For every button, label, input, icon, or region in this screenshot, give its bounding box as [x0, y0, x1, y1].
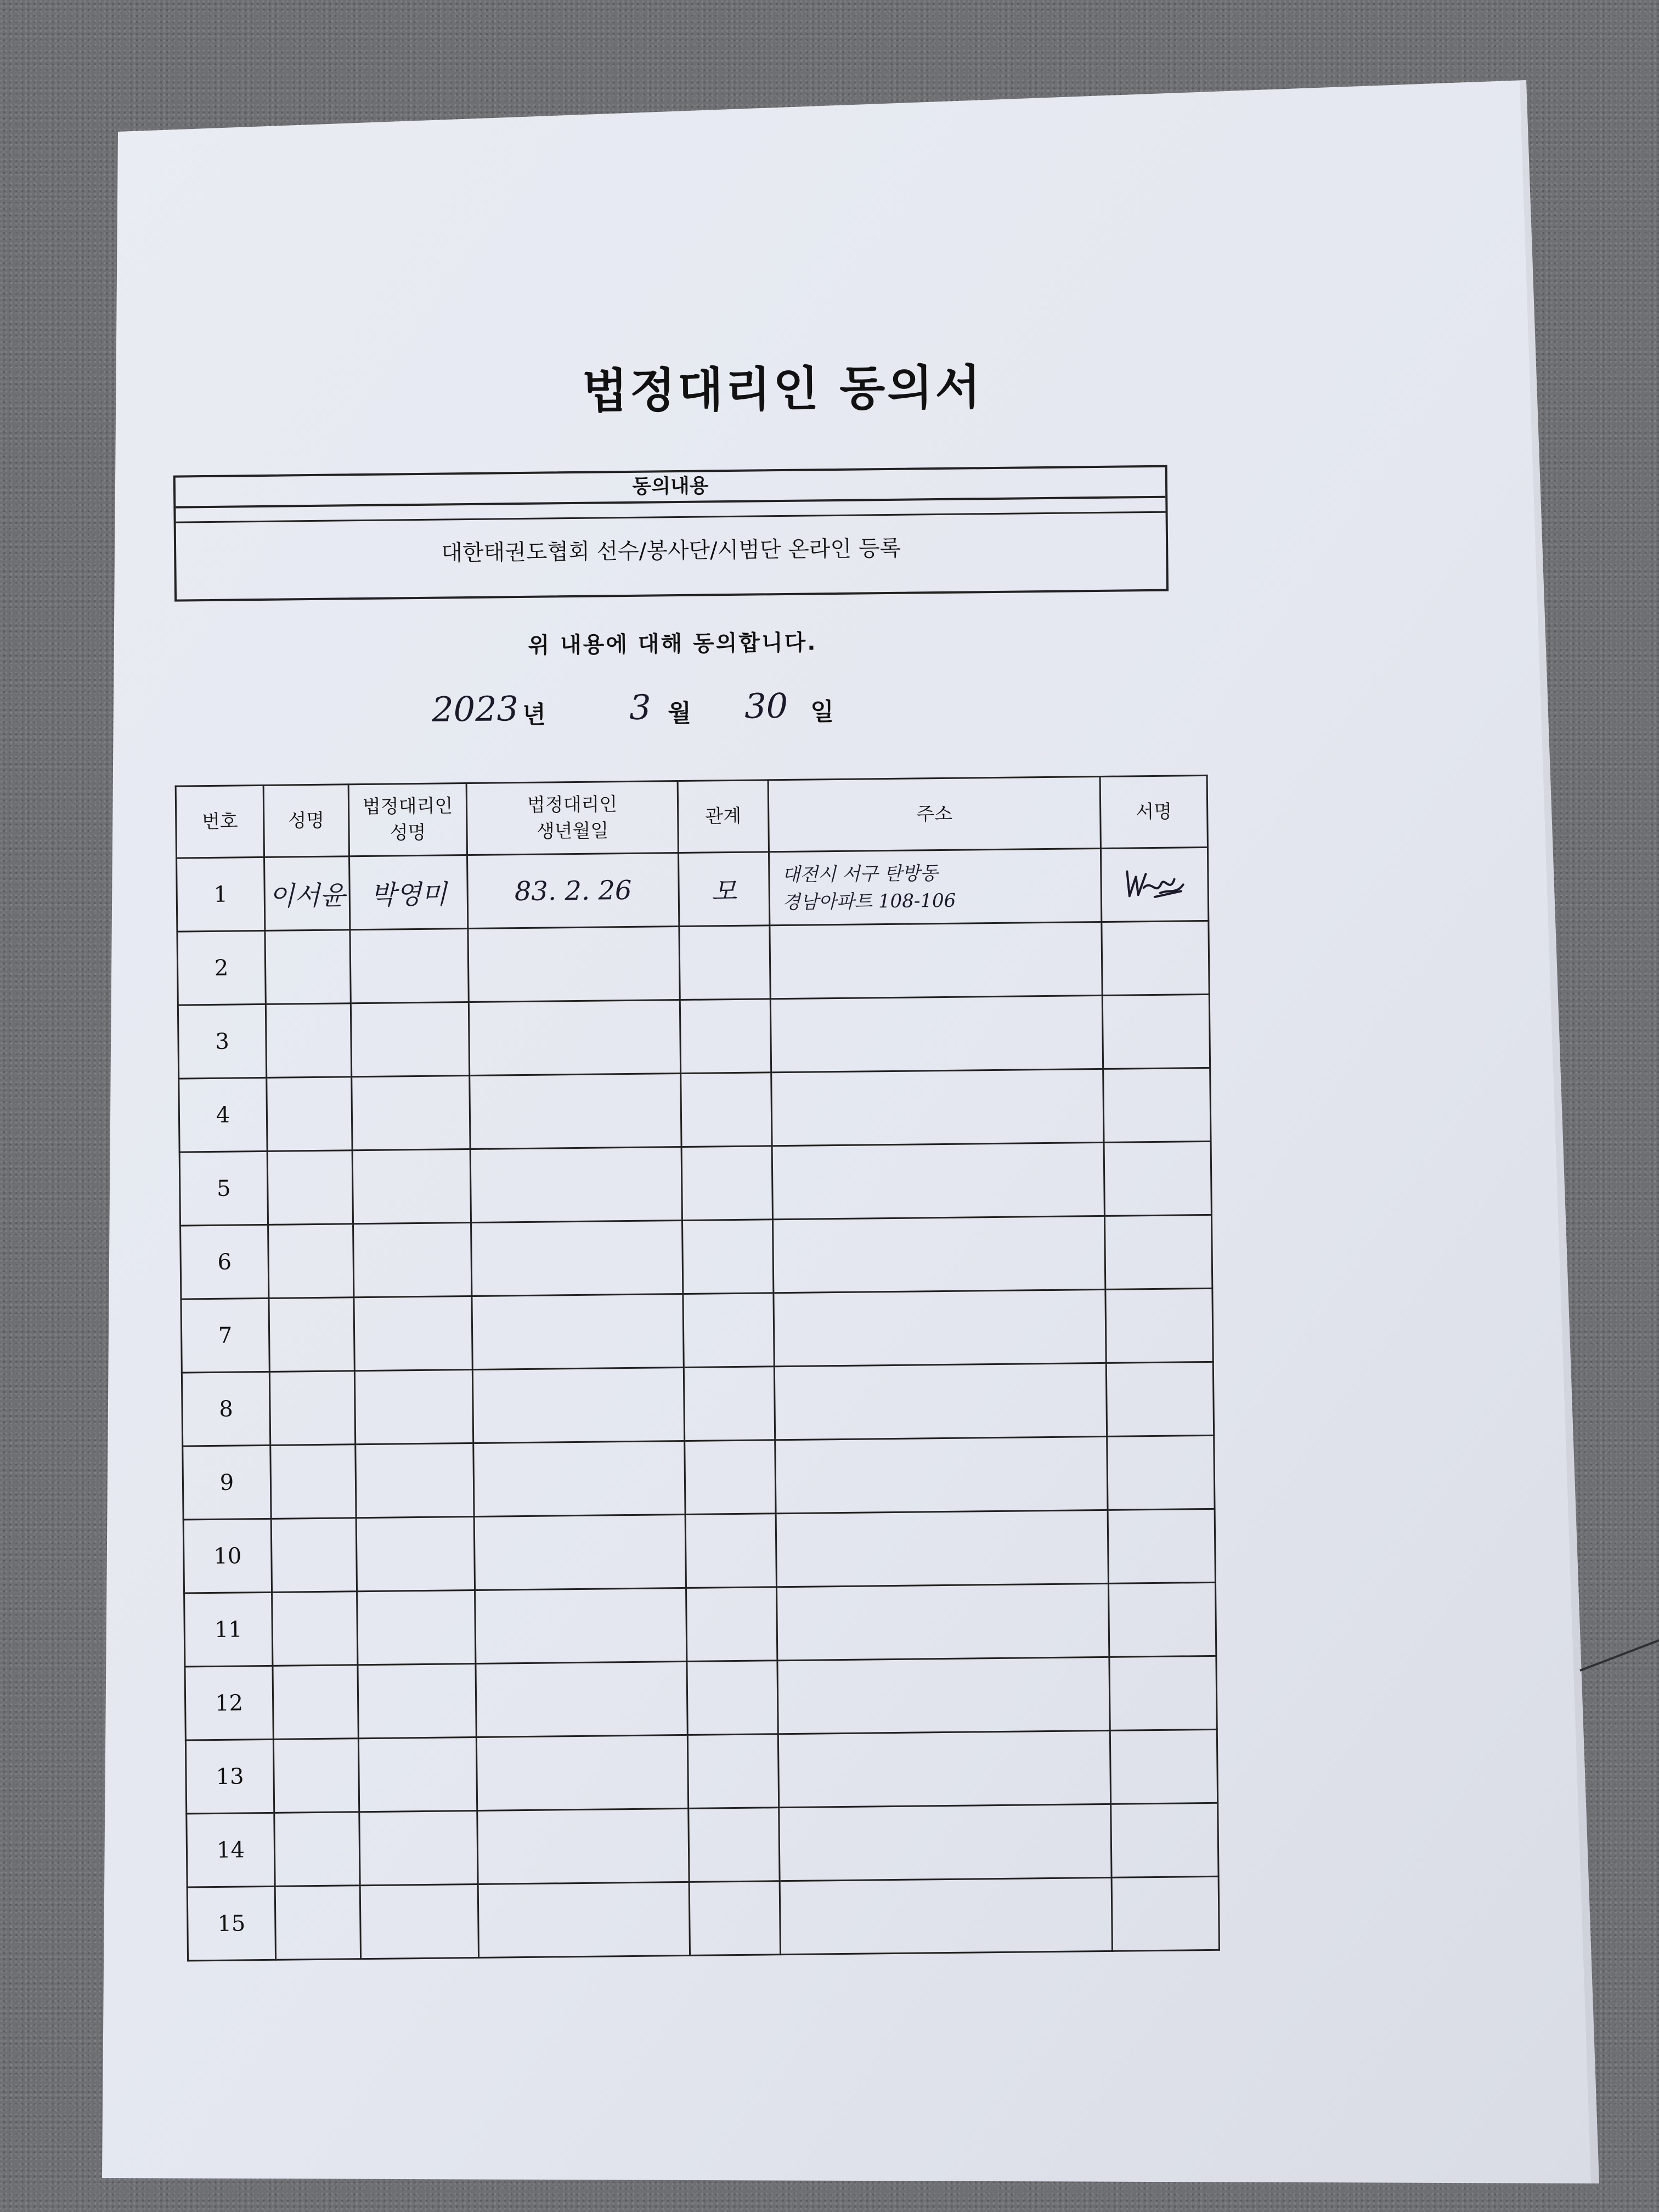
- cell-name: 이서윤: [264, 856, 350, 931]
- header-guardian-name: 법정대리인 성명: [348, 783, 467, 856]
- cell-guardian-name: [350, 929, 469, 1003]
- cell-address: [779, 1804, 1111, 1881]
- cell-guardian-birth: [477, 1808, 689, 1884]
- cell-address: [774, 1289, 1106, 1366]
- cell-number: 13: [185, 1739, 274, 1814]
- table-row: [177, 921, 1209, 1005]
- date-year-unit: 년: [522, 701, 546, 729]
- cell-address: [769, 848, 1101, 925]
- cell-signature: [1111, 1876, 1219, 1951]
- cell-name: [274, 1812, 360, 1887]
- consent-content-box: [173, 465, 1169, 602]
- header-relation: 관계: [678, 780, 769, 853]
- cell-address: [770, 922, 1102, 998]
- cell-address: [777, 1583, 1109, 1660]
- cell-signature: [1107, 1435, 1215, 1510]
- cell-relation: [681, 1146, 772, 1221]
- cell-guardian-birth: [470, 1147, 682, 1222]
- cell-address: [780, 1877, 1112, 1954]
- cell-guardian-birth: [473, 1441, 685, 1516]
- guardian-roster-table: [175, 775, 1220, 1962]
- cell-signature: [1105, 1288, 1213, 1363]
- cell-guardian-birth: [472, 1367, 684, 1443]
- table-row: [183, 1435, 1215, 1520]
- cell-number: 14: [187, 1813, 275, 1887]
- cell-guardian-birth: [469, 1000, 680, 1076]
- table-header-row: [176, 775, 1207, 858]
- cell-guardian-birth: [474, 1514, 686, 1590]
- form-title: 법정대리인 동의서: [582, 360, 983, 419]
- cell-name: [273, 1739, 359, 1813]
- cell-name: [273, 1665, 358, 1740]
- table-body: [177, 847, 1220, 1961]
- cell-address: [778, 1730, 1110, 1807]
- table-row: [177, 847, 1209, 932]
- cell-signature: [1108, 1582, 1216, 1657]
- cell-signature: [1101, 847, 1208, 922]
- cell-guardian-name: [354, 1296, 472, 1371]
- cell-signature: [1103, 1068, 1211, 1142]
- date-month-handwritten: 3: [629, 687, 652, 727]
- cell-guardian-birth: [475, 1588, 687, 1663]
- cell-address: [777, 1657, 1110, 1734]
- cell-relation: [682, 1220, 774, 1294]
- cell-relation: [683, 1293, 774, 1368]
- cell-name: [271, 1518, 357, 1593]
- cell-relation: [687, 1661, 778, 1735]
- cell-name: [272, 1592, 358, 1666]
- cell-relation: [686, 1587, 777, 1662]
- cell-address: [770, 995, 1103, 1072]
- date-year-handwritten: 2023: [431, 689, 519, 730]
- agreement-statement: 위 내용에 대해 동의합니다.: [528, 630, 817, 658]
- cell-name: [268, 1224, 354, 1299]
- cell-name: [265, 930, 351, 1005]
- cell-guardian-name: 박영미: [349, 855, 468, 930]
- cell-guardian-name: [356, 1443, 474, 1517]
- cell-number: 2: [177, 930, 266, 1005]
- table-row: [185, 1729, 1217, 1814]
- cell-name: [269, 1297, 354, 1372]
- cell-relation: [681, 1073, 772, 1147]
- cell-guardian-name: [359, 1810, 478, 1885]
- cell-number: 5: [179, 1151, 268, 1226]
- cell-number: 1: [177, 857, 265, 932]
- table-row: [180, 1215, 1212, 1299]
- cell-guardian-name: [353, 1223, 472, 1297]
- header-number: 번호: [176, 785, 264, 858]
- cell-guardian-birth: [476, 1661, 687, 1737]
- cell-name: [269, 1371, 355, 1446]
- cell-guardian-name: [352, 1149, 471, 1224]
- cell-signature: [1110, 1729, 1217, 1804]
- cell-address: [775, 1436, 1108, 1513]
- cell-guardian-name: [357, 1590, 476, 1664]
- cell-number: 4: [179, 1077, 267, 1152]
- consent-box-content: 대한태권도협회 선수/봉사단/시범단 온라인 등록: [441, 535, 901, 566]
- header-guardian-birth: 법정대리인 생년월일: [466, 781, 678, 855]
- cell-name: [266, 1003, 351, 1078]
- header-address: 주소: [768, 776, 1101, 851]
- cell-relation: [685, 1440, 776, 1515]
- cell-relation: 모: [678, 852, 769, 927]
- cell-signature: [1108, 1509, 1215, 1583]
- cell-number: 11: [184, 1592, 273, 1667]
- cell-address: [771, 1069, 1104, 1146]
- cell-relation: [689, 1881, 780, 1956]
- cell-relation: [687, 1734, 778, 1809]
- cell-relation: [684, 1367, 775, 1441]
- cell-signature: [1104, 1215, 1212, 1289]
- cell-number: 6: [180, 1224, 269, 1299]
- table-row: [178, 994, 1210, 1079]
- cell-signature: [1102, 994, 1210, 1069]
- cell-relation: [679, 926, 770, 1000]
- header-name: 성명: [263, 785, 349, 857]
- header-signature: 서명: [1100, 775, 1207, 848]
- cell-number: 15: [187, 1886, 275, 1961]
- date-month-unit: 월: [668, 699, 692, 728]
- cell-number: 8: [182, 1372, 270, 1446]
- cell-number: 12: [185, 1666, 273, 1740]
- cell-guardian-birth: [472, 1294, 684, 1369]
- table-row: [179, 1068, 1211, 1152]
- cell-guardian-birth: [476, 1735, 688, 1810]
- cell-guardian-name: [351, 1002, 469, 1077]
- cell-address: [776, 1510, 1108, 1587]
- handwritten-signature: [1121, 862, 1188, 907]
- cell-signature: [1104, 1141, 1211, 1216]
- cell-signature: [1111, 1803, 1218, 1877]
- table-row: [183, 1509, 1215, 1593]
- cell-guardian-name: [358, 1663, 476, 1738]
- cell-guardian-birth: [478, 1882, 690, 1957]
- cell-address: [772, 1142, 1104, 1219]
- cell-relation: [685, 1514, 776, 1588]
- address-line-2: 경남아파트 108-106: [782, 889, 956, 913]
- table-row: [187, 1876, 1219, 1961]
- cell-guardian-birth: [471, 1220, 683, 1296]
- cell-relation: [680, 999, 771, 1074]
- floor-seam: [1580, 1640, 1659, 1671]
- consent-form: [170, 323, 1410, 1959]
- cell-signature: [1109, 1656, 1217, 1730]
- cell-name: [275, 1886, 360, 1960]
- cell-name: [267, 1150, 353, 1225]
- table-row: [179, 1141, 1211, 1226]
- cell-number: 7: [181, 1298, 269, 1373]
- table-row: [182, 1362, 1214, 1446]
- table-row: [187, 1803, 1218, 1887]
- cell-signature: [1102, 921, 1209, 995]
- cell-guardian-birth: [468, 927, 680, 1002]
- cell-number: 3: [178, 1004, 266, 1079]
- cell-relation: [689, 1808, 780, 1882]
- cell-address: [774, 1363, 1107, 1440]
- table-row: [185, 1656, 1217, 1740]
- cell-number: 9: [183, 1445, 271, 1520]
- cell-guardian-name: [360, 1884, 478, 1959]
- cell-guardian-name: [356, 1516, 475, 1591]
- table-row: [184, 1582, 1216, 1667]
- cell-guardian-name: [352, 1076, 470, 1150]
- signing-date: [410, 685, 904, 744]
- cell-number: 10: [183, 1519, 272, 1593]
- date-day-unit: 일: [810, 698, 834, 726]
- cell-address: [772, 1216, 1105, 1293]
- cell-guardian-name: [354, 1370, 473, 1444]
- cell-signature: [1106, 1362, 1214, 1436]
- cell-guardian-birth: 83. 2. 26: [467, 853, 679, 929]
- date-day-handwritten: 30: [744, 685, 788, 726]
- cell-guardian-name: [358, 1737, 477, 1812]
- address-line-1: 대전시 서구 탄방동: [782, 862, 938, 886]
- consent-box-header: 동의내용: [176, 467, 1165, 509]
- cell-guardian-birth: [470, 1074, 681, 1149]
- table-row: [181, 1288, 1213, 1373]
- cell-name: [270, 1444, 356, 1519]
- cell-name: [267, 1077, 352, 1152]
